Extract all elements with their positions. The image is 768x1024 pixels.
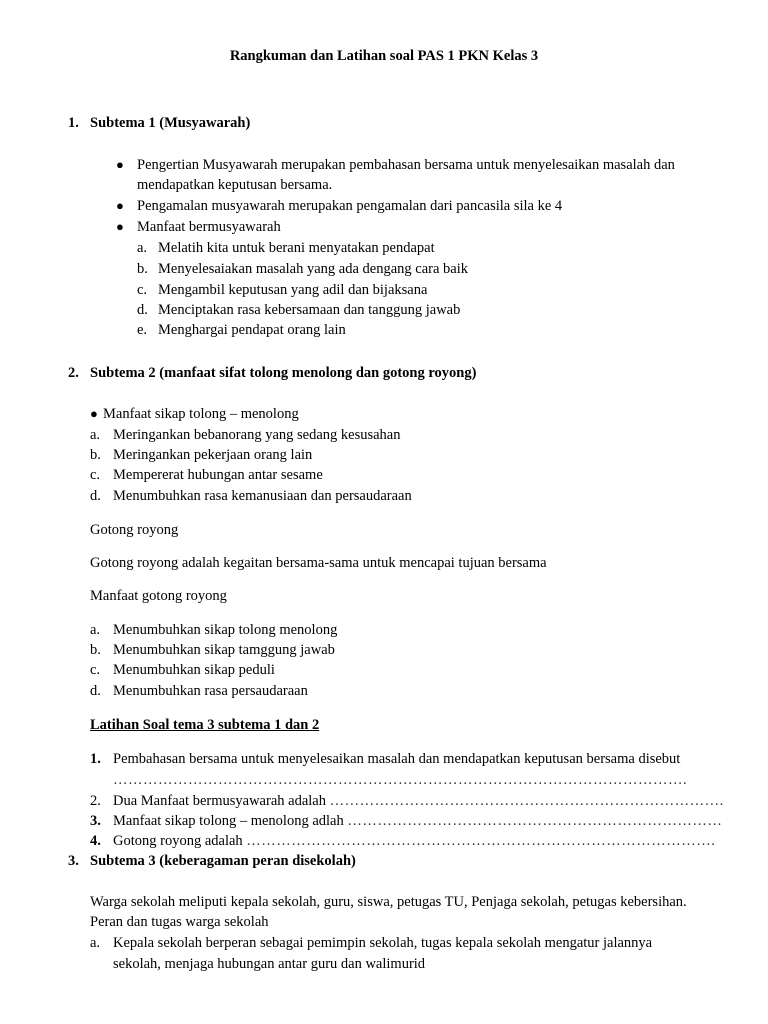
question-number: 4. bbox=[90, 833, 101, 849]
question-1-text: Pembahasan bersama untuk menyelesaikan masalah dan mendapatkan keputusan bersama disebut bbox=[113, 751, 681, 767]
list-marker: d. bbox=[90, 683, 101, 699]
list-item: Menghargai pendapat orang lain bbox=[158, 322, 346, 338]
list-item: Menumbuhkan sikap peduli bbox=[113, 662, 275, 678]
s1-bullet-2: Pengamalan musyawarah merupakan pengamalan dari pancasila sila ke 4 bbox=[137, 198, 563, 214]
bullet-icon: ● bbox=[116, 219, 124, 234]
s3-paragraph-2: Peran dan tugas warga sekolah bbox=[90, 914, 269, 930]
list-marker: a. bbox=[90, 622, 101, 638]
list-marker: c. bbox=[137, 282, 148, 298]
list-marker: a. bbox=[90, 427, 101, 443]
list-marker: a. bbox=[137, 240, 148, 256]
manfaat-gotong-royong-heading: Manfaat gotong royong bbox=[90, 588, 227, 604]
list-marker: c. bbox=[90, 662, 101, 678]
question-number: 2. bbox=[90, 793, 101, 809]
s1-bullet-1-line-2: mendapatkan keputusan bersama. bbox=[137, 177, 333, 193]
section-1-number: 1. bbox=[68, 115, 79, 131]
gotong-royong-definition: Gotong royong adalah kegaitan bersama-sama untuk mencapai tujuan bersama bbox=[90, 555, 547, 571]
latihan-heading: Latihan Soal tema 3 subtema 1 dan 2 bbox=[90, 717, 320, 733]
s1-bullet-3: Manfaat bermusyawarah bbox=[137, 219, 281, 235]
section-2-number: 2. bbox=[68, 365, 79, 381]
list-marker: b. bbox=[90, 447, 101, 463]
list-marker: a. bbox=[90, 935, 101, 951]
list-item: Menumbuhkan sikap tolong menolong bbox=[113, 622, 338, 638]
section-3-number: 3. bbox=[68, 853, 79, 869]
list-marker: e. bbox=[137, 322, 148, 338]
question-4-blank: …………………………………………………………………………………. bbox=[246, 833, 716, 849]
list-marker: c. bbox=[90, 467, 101, 483]
list-marker: b. bbox=[137, 261, 148, 277]
list-item: Meringankan bebanorang yang sedang kesusahan bbox=[113, 427, 401, 443]
section-1-heading: Subtema 1 (Musyawarah) bbox=[90, 115, 251, 131]
question-3-text: Manfaat sikap tolong – menolong adlah ………………………………………………………………… bbox=[113, 813, 723, 829]
s2-bullet: Manfaat sikap tolong – menolong bbox=[103, 406, 299, 422]
list-item: Menumbuhkan rasa kemanusiaan dan persaudaraan bbox=[113, 488, 412, 504]
question-3-blank: ………………………………………………………………… bbox=[347, 813, 723, 829]
question-2-text: Dua Manfaat bermusyawarah adalah ……………………………………………………………………. bbox=[113, 793, 724, 809]
bullet-icon: ● bbox=[90, 406, 98, 421]
question-4-text: Gotong royong adalah …………………………………………………………………………………. bbox=[113, 833, 716, 849]
list-marker: d. bbox=[137, 302, 148, 318]
s3-paragraph-1: Warga sekolah meliputi kepala sekolah, guru, siswa, petugas TU, Penjaga sekolah, petugas kebersihan. bbox=[90, 894, 687, 910]
s1-bullet-1-line-1: Pengertian Musyawarah merupakan pembahasan bersama untuk menyelesaikan masalah dan bbox=[137, 157, 675, 173]
question-number: 3. bbox=[90, 813, 101, 829]
gotong-royong-heading: Gotong royong bbox=[90, 522, 179, 538]
list-item: Mempererat hubungan antar sesame bbox=[113, 467, 323, 483]
question-1-blank: ……………………………………………………………………………………………………. bbox=[113, 772, 688, 788]
bullet-icon: ● bbox=[116, 157, 124, 172]
list-item: Melatih kita untuk berani menyatakan pendapat bbox=[158, 240, 435, 256]
page-title: Rangkuman dan Latihan soal PAS 1 PKN Kelas 3 bbox=[229, 48, 539, 64]
question-2-blank: ……………………………………………………………………. bbox=[329, 793, 724, 809]
section-2-heading: Subtema 2 (manfaat sifat tolong menolong dan gotong royong) bbox=[90, 365, 477, 381]
list-item: Menciptakan rasa kebersamaan dan tanggung jawab bbox=[158, 302, 461, 318]
s3-item-a-line-2: sekolah, menjaga hubungan antar guru dan walimurid bbox=[113, 956, 426, 972]
list-item: Menumbuhkan rasa persaudaraan bbox=[113, 683, 308, 699]
list-item: Mengambil keputusan yang adil dan bijaksana bbox=[158, 282, 428, 298]
list-item: Meringankan pekerjaan orang lain bbox=[113, 447, 313, 463]
section-3-heading: Subtema 3 (keberagaman peran disekolah) bbox=[90, 853, 356, 869]
bullet-icon: ● bbox=[116, 198, 124, 213]
list-marker: b. bbox=[90, 642, 101, 658]
list-marker: d. bbox=[90, 488, 101, 504]
list-item: Menyelesaiakan masalah yang ada dengang cara baik bbox=[158, 261, 468, 277]
question-number: 1. bbox=[90, 751, 101, 767]
s3-item-a-line-1: Kepala sekolah berperan sebagai pemimpin sekolah, tugas kepala sekolah mengatur jalannya bbox=[113, 935, 653, 951]
list-item: Menumbuhkan sikap tamggung jawab bbox=[113, 642, 335, 658]
